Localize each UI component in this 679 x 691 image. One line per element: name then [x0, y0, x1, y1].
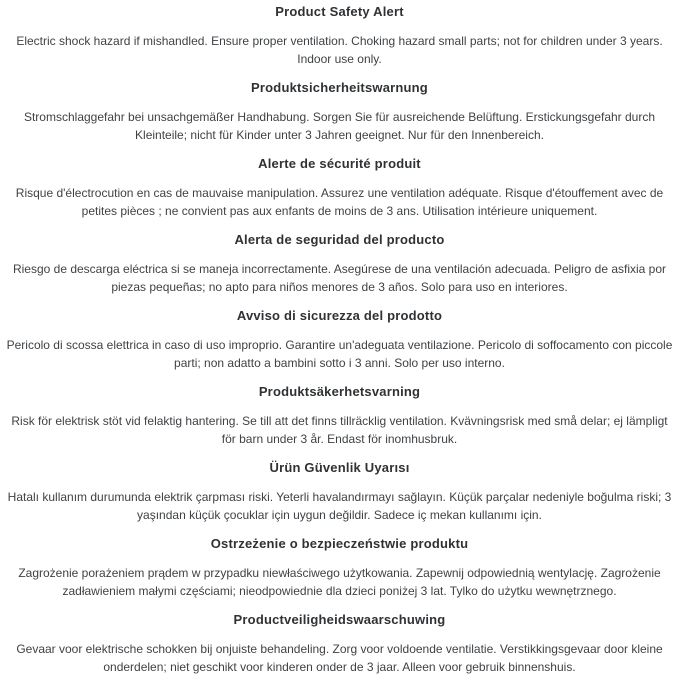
safety-alert-section-italian: [6, 307, 673, 372]
safety-alert-section-turkish: [6, 459, 673, 524]
section-heading: Avviso di sicurezza del prodotto: [236, 308, 443, 323]
section-heading: Ostrzeżenie o bezpieczeństwie produktu: [210, 536, 469, 551]
section-heading: Produktsicherheitswarnung: [251, 80, 428, 95]
section-heading: Product Safety Alert: [275, 4, 404, 19]
safety-alert-section-spanish: [6, 231, 673, 296]
section-heading: Alerta de seguridad del producto: [234, 232, 445, 247]
section-heading: Alerte de sécurité produit: [258, 156, 421, 171]
section-heading: Produktsäkerhetsvarning: [258, 384, 421, 399]
section-body: Pericolo di scossa elettrica in caso di uso improprio. Garantire un'adeguata ventilazione. Pericolo di soffocamento con piccole parti; non adatto a bambini sotto i 3 anni. Solo per uso interno.: [6, 338, 673, 370]
section-body: Riesgo de descarga eléctrica si se maneja incorrectamente. Asegúrese de una ventilación adecuada. Peligro de asfixia por piezas pequeñas; no apto para niños menores de 3 años. Solo para uso en interiores.: [12, 262, 667, 294]
safety-alert-section-swedish: [6, 383, 673, 448]
safety-alert-section-english: [6, 3, 673, 68]
safety-alert-section-german: [6, 79, 673, 144]
safety-alert-section-french: [6, 155, 673, 220]
section-body: Risque d'électrocution en cas de mauvaise manipulation. Assurez une ventilation adéquate. Risque d'étouffement avec de petites pièces ; ne convient pas aux enfants de moins de 3 ans. Utilisation intérieure uniquement.: [15, 186, 664, 218]
safety-alert-section-polish: [6, 535, 673, 600]
section-heading: Productveiligheidswaarschuwing: [233, 612, 446, 627]
section-body: Zagrożenie porażeniem prądem w przypadku niewłaściwego użytkowania. Zapewnij odpowiednią wentylację. Zagrożenie zadławieniem małymi częściami; nieodpowiednie dla dzieci poniżej 3 lat. Tylko do użytku wewnętrznego.: [18, 566, 661, 598]
section-body: Stromschlaggefahr bei unsachgemäßer Handhabung. Sorgen Sie für ausreichende Belüftung. Erstickungsgefahr durch Kleinteile; nicht für Kinder unter 3 Jahren geeignet. Nur für den Innenbereich.: [23, 110, 656, 142]
section-body: Hatalı kullanım durumunda elektrik çarpması riski. Yeterli havalandırmayı sağlayın. Küçük parçalar nedeniyle boğulma riski; 3 yaşından küçük çocuklar için uygun değildir. Sadece iç mekan kullanımı için.: [7, 490, 672, 522]
section-body: Risk för elektrisk stöt vid felaktig hantering. Se till att det finns tillräcklig ventilation. Kvävningsrisk med små delar; ej lämpligt för barn under 3 år. Endast för inomhusbruk.: [11, 414, 668, 446]
safety-alert-section-dutch: [6, 611, 673, 676]
section-body: Electric shock hazard if mishandled. Ensure proper ventilation. Choking hazard small parts; not for children under 3 years. Indoor use only.: [16, 34, 663, 66]
section-body: Gevaar voor elektrische schokken bij onjuiste behandeling. Zorg voor voldoende ventilatie. Verstikkingsgevaar door kleine onderdelen; niet geschikt voor kinderen onder de 3 jaar. Alleen voor gebruik binnenshuis.: [16, 642, 663, 674]
section-heading: Ürün Güvenlik Uyarısı: [269, 460, 410, 475]
